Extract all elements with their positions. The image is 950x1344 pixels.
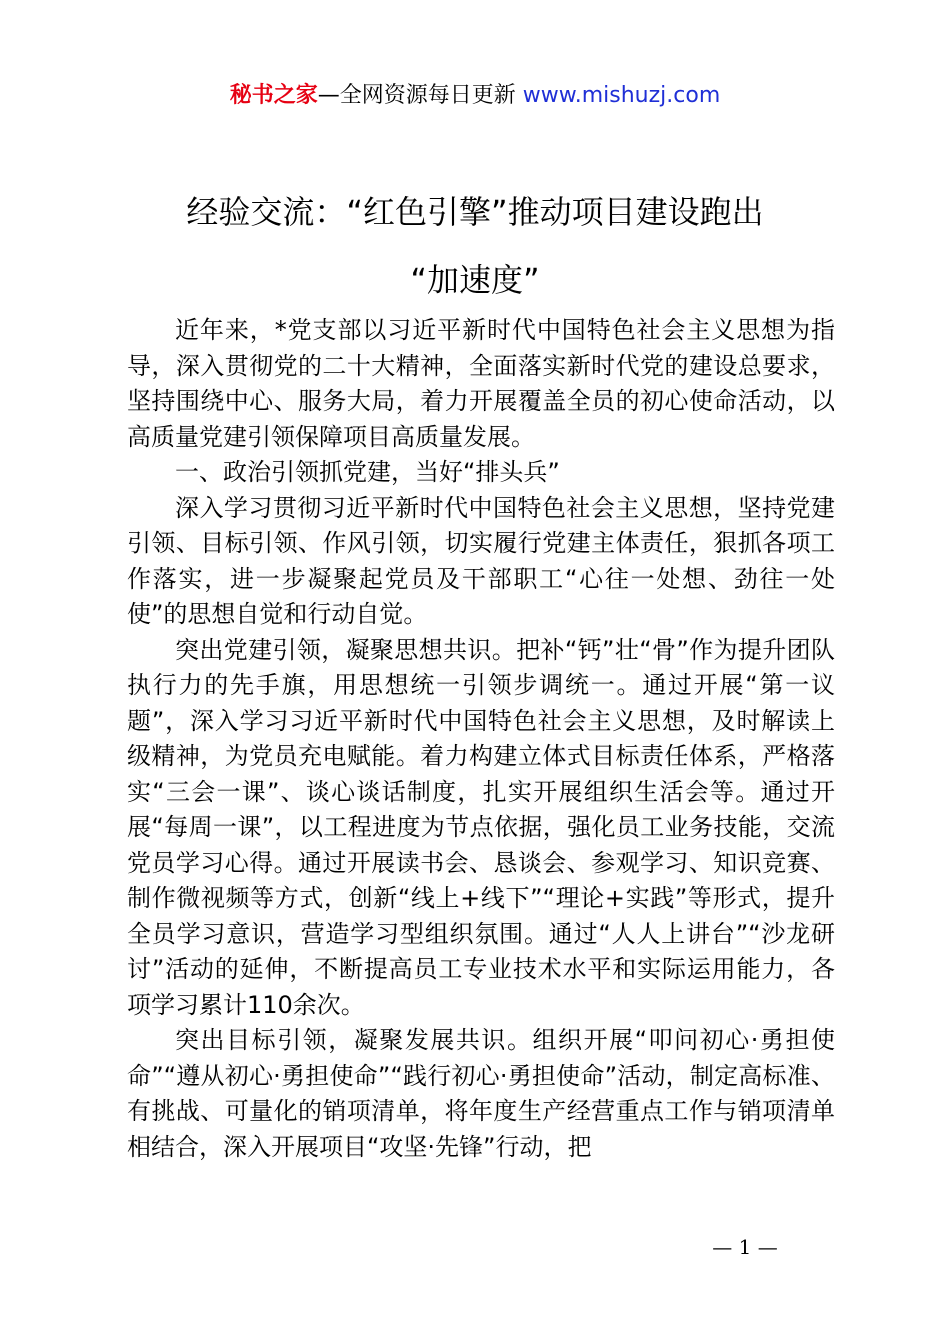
site-url-link[interactable]: www.mishuzj.com xyxy=(522,83,721,108)
title-line-2: “加速度” xyxy=(410,261,540,299)
paragraph-intro: 近年来，*党支部以习近平新时代中国特色社会主义思想为指导，深入贯彻党的二十大精神，全面落实新时代党的建设总要求，坚持围绕中心、服务大局，着力开展覆盖全员的初心使命活动，以高质量党建引领保障项目高质量发展。 xyxy=(127,316,835,451)
site-header xyxy=(0,80,950,112)
document-title xyxy=(100,190,850,302)
page-number: — 1 — xyxy=(712,1235,778,1259)
paragraph: 突出目标引领，凝聚发展共识。组织开展“叩问初心·勇担使命”“遵从初心·勇担使命”“践行初心·勇担使命”活动，制定高标准、有挑战、可量化的销项清单，将年度生产经营重点工作与销项清单相结合，深入开展项目“攻坚·先锋”行动，把 xyxy=(127,1026,835,1161)
site-brand: 秘书之家 xyxy=(229,83,318,108)
paragraph: 突出党建引领，凝聚思想共识。把补“钙”壮“骨”作为提升团队执行力的先手旗，用思想统一引领步调统一。通过开展“第一议题”，深入学习习近平新时代中国特色社会主义思想，及时解读上级精神，为党员充电赋能。着力构建立体式目标责任体系，严格落实“三会一课”、谈心谈话制度，扎实开展组织生活会等。通过开展“每周一课”，以工程进度为节点依据，强化员工业务技能，交流党员学习心得。通过开展读书会、恳谈会、参观学习、知识竞赛、制作微视频等方式，创新“线上+线下”“理论+实践”等形式，提升全员学习意识，营造学习型组织氛围。通过“人人上讲台”“沙龙研讨”活动的延伸，不断提高员工专业技术水平和实际运用能力，各项学习累计110余次。 xyxy=(127,635,835,1019)
section-heading: 一、政治引领抓党建，当好“排头兵” xyxy=(175,458,560,486)
site-tagline: —全网资源每日更新 xyxy=(317,83,516,108)
paragraph: 深入学习贯彻习近平新时代中国特色社会主义思想，坚持党建引领、目标引领、作风引领，切实履行党建主体责任，狠抓各项工作落实，进一步凝聚起党员及干部职工“心往一处想、劲往一处使”的思想自觉和行动自觉。 xyxy=(127,493,835,628)
title-line-1: 经验交流：“红色引擎”推动项目建设跑出 xyxy=(186,193,764,231)
document-body xyxy=(127,313,835,1165)
